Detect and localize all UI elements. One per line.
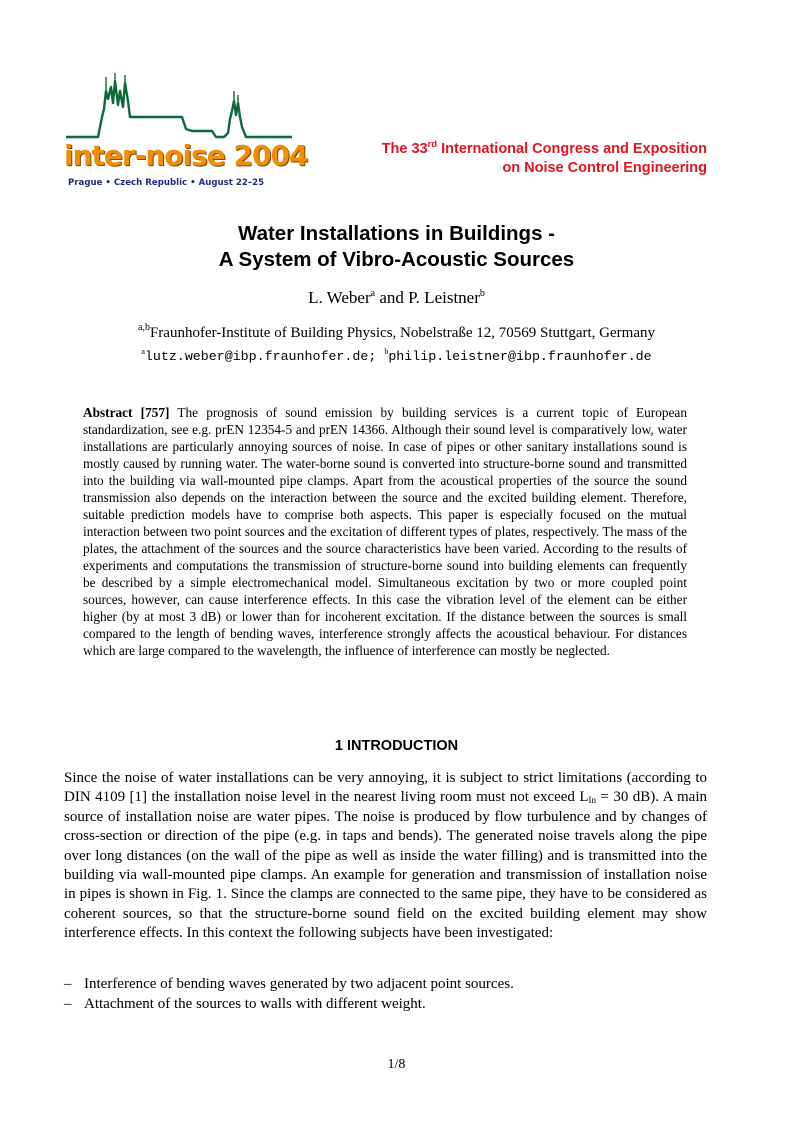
author-1: L. Weber	[308, 288, 371, 307]
affiliation	[0, 323, 793, 343]
list-dash: –	[64, 996, 72, 1012]
author-2: P. Leistner	[408, 288, 480, 307]
paper-title	[0, 221, 793, 273]
abstract-text: The prognosis of sound emission by building services is a current topic of European standardization, see e.g. prEN 12354-5 and prEN 14366. Although their sound level is comparatively low, water installations are particularly annoying sources of noise. In case of pipes or other sanitary installations sound is mostly caused by running water. The water-borne sound is converted into structure-borne sound and transmitted into the building via wall-mounted pipe clamps. Apart from the acoustical properties of the source the sound transmission also depends on the interaction between the source and the excited building element. Therefore, suitable prediction models have to comprise both aspects. This paper is especially focused on the mutual interaction between two point sources and the excitation of different types of plates, respectively. The mass of the plates, the attachment of the sources and the source characteristics have been varied. According to the results of experiments and computations the transmission of structure-borne sound into building elements can frequently be described by a simple electromechanical model. Simultaneous excitation by two or more coupled point sources, however, can cause interference effects. In this case the vibration level of the element can be either higher (by at most 3 dB) or lower than for incoherent excitation. If the distance between the sources is small compared to the length of bending waves, interference strongly affects the acoustical behaviour. For distances which are large compared to the wavelength, the influence of interference can mostly be neglected.	[83, 405, 687, 658]
congress-line-2: on Noise Control Engineering	[502, 160, 707, 176]
list-item	[64, 994, 707, 1014]
level-subscript: In	[588, 795, 597, 806]
author-1-mark: a	[370, 288, 376, 299]
section-heading: 1 INTRODUCTION	[334, 738, 459, 754]
intro-paragraph	[64, 769, 707, 944]
abstract	[83, 404, 687, 659]
logo-tagline: Prague • Czech Republic • August 22–25	[68, 178, 265, 188]
email-b-mark: b	[384, 347, 389, 356]
congress-heading	[382, 140, 707, 178]
congress-ordinal: rd	[427, 139, 438, 150]
page-number: 1/8	[387, 1057, 406, 1072]
author-list	[0, 287, 793, 309]
author-separator: and	[375, 288, 409, 307]
list-item-text: Interference of bending waves generated by two adjacent point sources.	[84, 976, 514, 992]
abstract-label: Abstract [757]	[83, 405, 170, 420]
affiliation-mark: a,b	[138, 322, 150, 333]
email-a-mark: a	[141, 347, 145, 356]
skyline-line	[66, 81, 292, 137]
email-b: philip.leistner@ibp.fraunhofer.de	[388, 349, 652, 364]
affiliation-text: Fraunhofer-Institute of Building Physics, Nobelstraße 12, 70569 Stuttgart, Germany	[149, 325, 655, 341]
author-2-mark: b	[479, 288, 485, 299]
logo-wordmark: inter-noise 2004	[64, 139, 308, 172]
email-line	[0, 348, 793, 366]
list-item-text: Attachment of the sources to walls with different weight.	[84, 996, 426, 1012]
congress-line-1	[382, 140, 707, 159]
congress-name: International Congress and Exposition	[437, 141, 707, 157]
subject-list	[64, 974, 707, 1014]
intro-text-1: Since the noise of water installations can be very annoying, it is subject to strict limitations (according to DIN 4109 [1] the installation noise level in the nearest living room must not exceed L	[64, 770, 707, 806]
congress-number: The 33	[381, 141, 428, 157]
intro-text-2: = 30 dB). A main source of installation noise are water pipes. The noise is produced by flow turbulence and by changes of cross-section or direction of the pipe (e.g. in taps and bends). The generated noise travels along the pipe over long distances (on the wall of the pipe as well as inside the water filling) and is transmitted into the building via wall-mounted pipe clamps. An example for generation and transmission of installation noise in pipes is shown in Fig. 1. Since the clamps are connected to the same pipe, they have to be considered as coherent sources, so that the structure-borne sound field on the excited building element may show interference effects. In this context the following subjects have been investigated:	[64, 789, 707, 942]
conference-logo	[62, 73, 308, 193]
list-item	[64, 974, 707, 994]
email-a: lutz.weber@ibp.fraunhofer.de;	[144, 349, 377, 364]
title-line-2: A System of Vibro-Acoustic Sources	[218, 248, 575, 271]
list-dash: –	[64, 976, 72, 992]
title-line-1: Water Installations in Buildings -	[237, 222, 555, 245]
